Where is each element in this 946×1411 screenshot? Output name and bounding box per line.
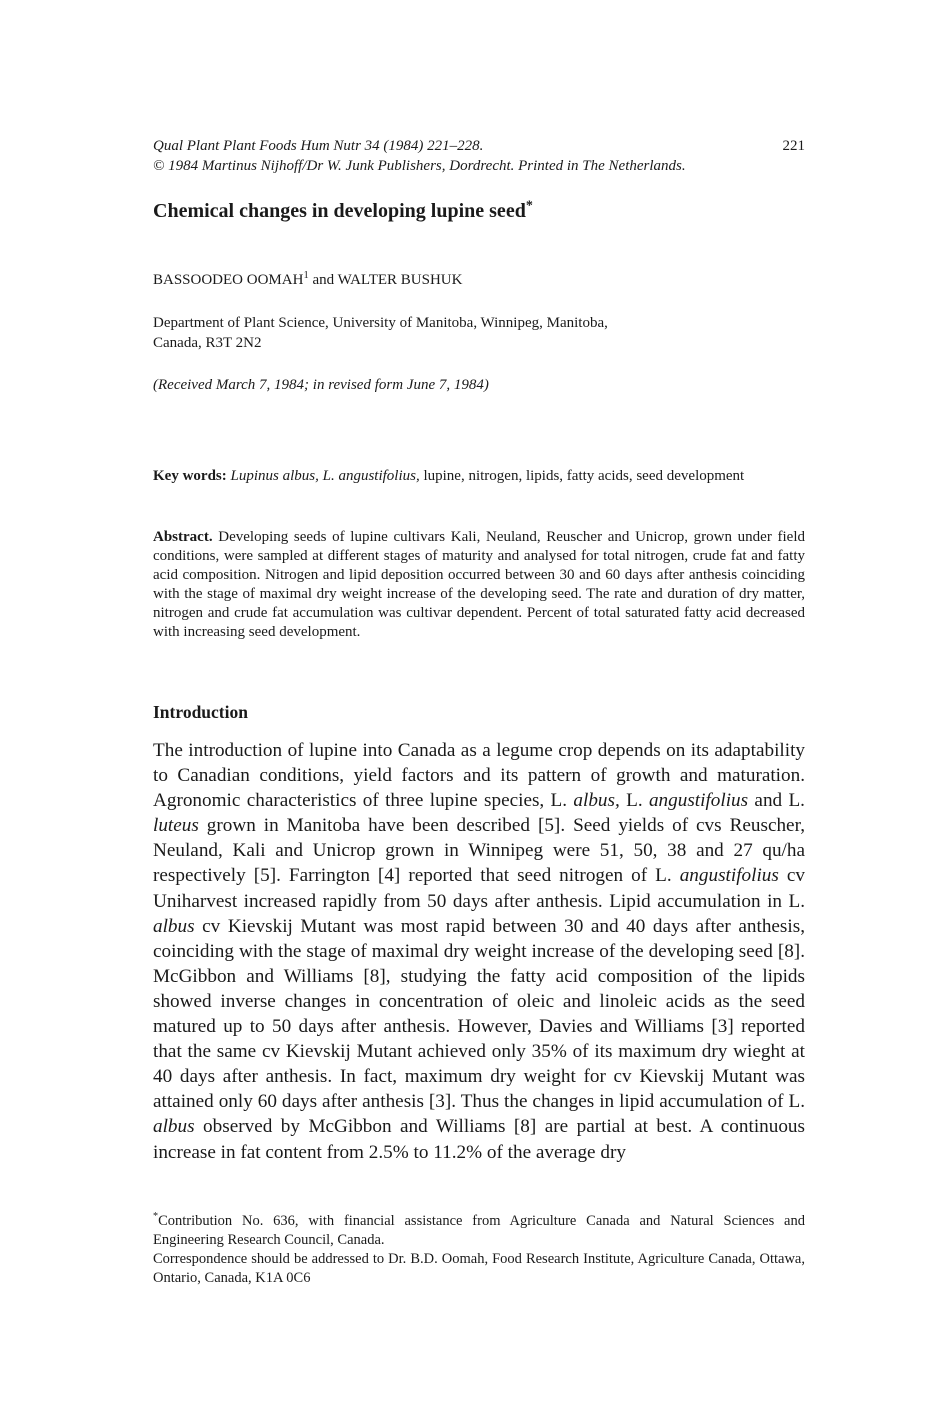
intro-species: angustifolius [679, 865, 779, 887]
journal-header [153, 136, 805, 176]
author-name: WALTER BUSHUK [337, 272, 463, 288]
introduction-paragraph [153, 738, 805, 1165]
title-footnote-mark: * [525, 198, 533, 214]
journal-citation: Qual Plant Plant Foods Hum Nutr 34 (1984) 221–228. [153, 138, 484, 154]
section-heading: Introduction [153, 702, 248, 722]
affiliation-line: Canada, R3T 2N2 [153, 335, 262, 351]
keywords-terms: lupine, nitrogen, lipids, fatty acids, seed development [419, 468, 745, 484]
keywords [153, 467, 753, 486]
page-number: 221 [782, 138, 805, 154]
affiliation [153, 313, 753, 353]
paper-title [153, 198, 805, 224]
intro-text: cv Uniharvest increased rapidly from 50 days after anthesis. Lipid accumulation in L. [153, 865, 805, 912]
intro-text: observed by McGibbon and Williams [8] are partial at best. A continuous increase in fat content from 2.5% to 11.2% of the average dry [153, 1116, 805, 1163]
footnotes [153, 1212, 805, 1288]
abstract-text: Developing seeds of lupine cultivars Kali, Neuland, Reuscher and Unicrop, grown under field conditions, were sampled at different stages of maturity and analysed for total nitrogen, crude fat and fatty acid composition. Nitrogen and lipid deposition occurred between 30 and 60 days after anthesis coinciding with the stage of maximal dry weight increase of the developing seed. The rate and duration of dry matter, nitrogen and crude fat accumulation was cultivar dependent. Percent of total saturated fatty acid decreased with increasing seed development. [153, 529, 806, 641]
keywords-species: Lupinus albus, L. angustifolius, [230, 468, 420, 484]
keywords-label: Key words: [153, 468, 227, 484]
abstract-label: Abstract. [153, 529, 213, 545]
intro-species: albus [153, 1116, 195, 1138]
author-name: BASSOODEO OOMAH [153, 272, 304, 288]
footnote-contribution [153, 1212, 805, 1250]
author-list [153, 270, 805, 290]
copyright-line: © 1984 Martinus Nijhoff/Dr W. Junk Publishers, Dordrecht. Printed in The Netherlands. [153, 158, 686, 174]
intro-species: albus, [573, 790, 620, 812]
intro-species: luteus [153, 815, 199, 837]
footnote-mark: * [153, 1211, 159, 1223]
footnote-contribution-text: Contribution No. 636, with financial assistance from Agriculture Canada and Natural Sciences and Engineering Research Council, Canada. [153, 1213, 805, 1248]
received-dates: (Received March 7, 1984; in revised form June 7, 1984) [153, 377, 489, 393]
intro-text: The introduction of lupine into Canada as a legume crop depends on its adaptability to Canadian conditions, yield factors and its pattern of growth and maturation. Agronomic characteristics of three lupine species, L. [153, 740, 805, 812]
author-affiliation-mark: 1 [303, 270, 309, 281]
author-connector: and [308, 272, 338, 288]
abstract [153, 528, 805, 643]
intro-text: cv Kievskij Mutant was most rapid between 30 and 40 days after anthesis, coinciding with the stage of maximal dry weight increase of the developing seed [8]. McGibbon and Williams [8], studying the fatty acid composition of the lipids showed inverse changes in concentration of oleic and linoleic acids as the seed matured up to 50 days after anthesis. However, Davies and Williams [3] reported that the same cv Kievskij Mutant achieved only 35% of its maximum dry wieght at 40 days after anthesis. In fact, maximum dry weight for cv Kievskij Mutant was attained only 60 days after anthesis [3]. Thus the changes in lipid accumulation of L. [153, 915, 805, 1113]
footnote-correspondence: Correspondence should be addressed to Dr. B.D. Oomah, Food Research Institute, Agriculture Canada, Ottawa, Ontario, Canada, K1A 0C6 [153, 1251, 805, 1286]
intro-species: angustifolius [648, 790, 749, 812]
intro-text: and L. [748, 790, 805, 812]
intro-species: albus [153, 915, 195, 937]
title-text: Chemical changes in developing lupine seed [153, 200, 526, 222]
intro-text: L. [619, 790, 649, 812]
intro-text: grown in Manitoba have been described [5]. Seed yields of cvs Reuscher, Neuland, Kali and Unicrop grown in Winnipeg were 51, 50, 38 and 27 qu/ha respectively [5]. Farrington [4] reported that seed nitrogen of L. [153, 815, 805, 887]
affiliation-line: Department of Plant Science, University of Manitoba, Winnipeg, Manitoba, [153, 315, 608, 331]
